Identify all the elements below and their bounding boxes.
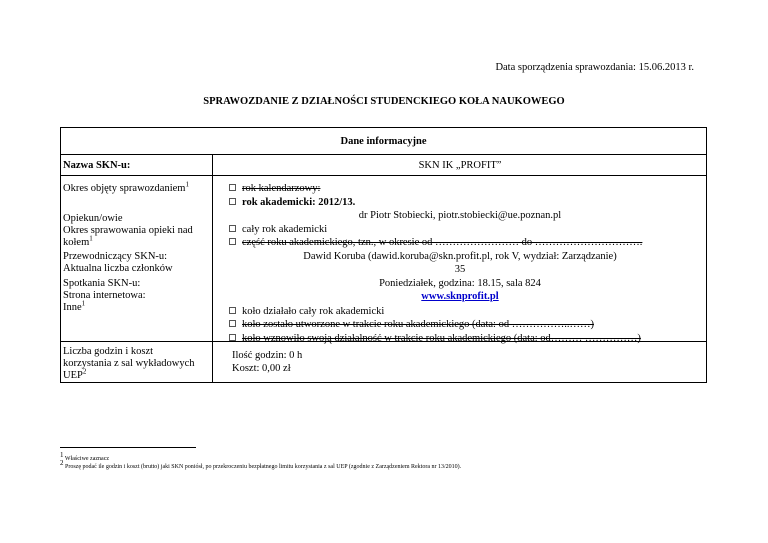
checkbox[interactable] [229, 320, 236, 327]
hours-value: Ilość godzin: 0 h [232, 350, 303, 361]
checkbox[interactable] [229, 184, 236, 191]
label-period: Okres objęty sprawozdaniem$^1$ [63, 180, 189, 194]
label-chair: Przewodniczący SKN-u: [63, 251, 168, 262]
label-other: Inne$^1$ [63, 299, 86, 313]
label-members: Aktualna liczba członków [63, 263, 173, 274]
label-hours: Liczba godzin i koszt korzystania z sal wykładowych UEP$^2$ [63, 346, 195, 381]
footnote-2: $^2$ Proszę podać ile godzin i koszt (brutto) jaki SKN poniósł, po przekroczeniu bezpłatnego limitu korzystania z sal UEP (zgodnie z Zarządzeniem Rektora nr 13/2010). [60, 459, 462, 470]
other-option-created: koło zostało utworzone w trakcie roku akademickiego (data: od ……………..……) [229, 319, 594, 331]
meetings-value: Poniedziałek, godzina: 18.15, sala 824 [379, 278, 541, 289]
checkbox[interactable] [229, 334, 236, 341]
care-option-full: cały rok akademicki [229, 224, 327, 236]
footnote-1: $^1$ Właściwe zaznacz [60, 451, 110, 462]
checkbox[interactable] [229, 198, 236, 205]
website-link[interactable]: www.sknprofit.pl [421, 291, 499, 302]
table-divider [60, 175, 707, 176]
table-divider [60, 154, 707, 155]
other-option-full-year: koło działało cały rok akademicki [229, 306, 384, 318]
chair-value: Dawid Koruba (dawid.koruba@skn.profit.pl, rok V, wydział: Zarządzanie) [303, 251, 617, 262]
section-title: Dane informacyjne [340, 136, 427, 147]
period-option-calendar: rok kalendarzowy: [229, 183, 320, 195]
checkbox[interactable] [229, 225, 236, 232]
label-website: Strona internetowa: [63, 290, 146, 301]
checkbox[interactable] [229, 238, 236, 245]
label-meetings: Spotkania SKN-u: [63, 278, 141, 289]
period-option-academic: rok akademicki: 2012/13. [229, 197, 355, 209]
members-value: 35 [454, 264, 466, 275]
footnote-rule [60, 447, 196, 448]
care-option-partial: część roku akademickiego, tzn., w okresie od …………………… do …………………………. [229, 237, 642, 249]
checkbox[interactable] [229, 307, 236, 314]
other-option-resumed: koło wznowiło swoją działalność w trakcie roku akademickiego (data: od……… ……………) [229, 333, 641, 345]
report-date: Data sporządzenia sprawozdania: 15.06.2013 r. [495, 62, 694, 73]
label-supervisor: Opiekun/owie Okres sprawowania opieki nad kołem$^1$ [63, 213, 193, 248]
cost-value: Koszt: 0,00 zł [232, 363, 291, 374]
report-title: SPRAWOZDANIE Z DZIAŁNOŚCI STUDENCKIEGO KOŁA NAUKOWEGO [203, 96, 565, 107]
supervisor-value: dr Piotr Stobiecki, piotr.stobiecki@ue.poznan.pl [358, 210, 562, 221]
skn-name-value: SKN IK „PROFIT” [418, 160, 502, 171]
label-skn-name: Nazwa SKN-u: [63, 160, 131, 171]
